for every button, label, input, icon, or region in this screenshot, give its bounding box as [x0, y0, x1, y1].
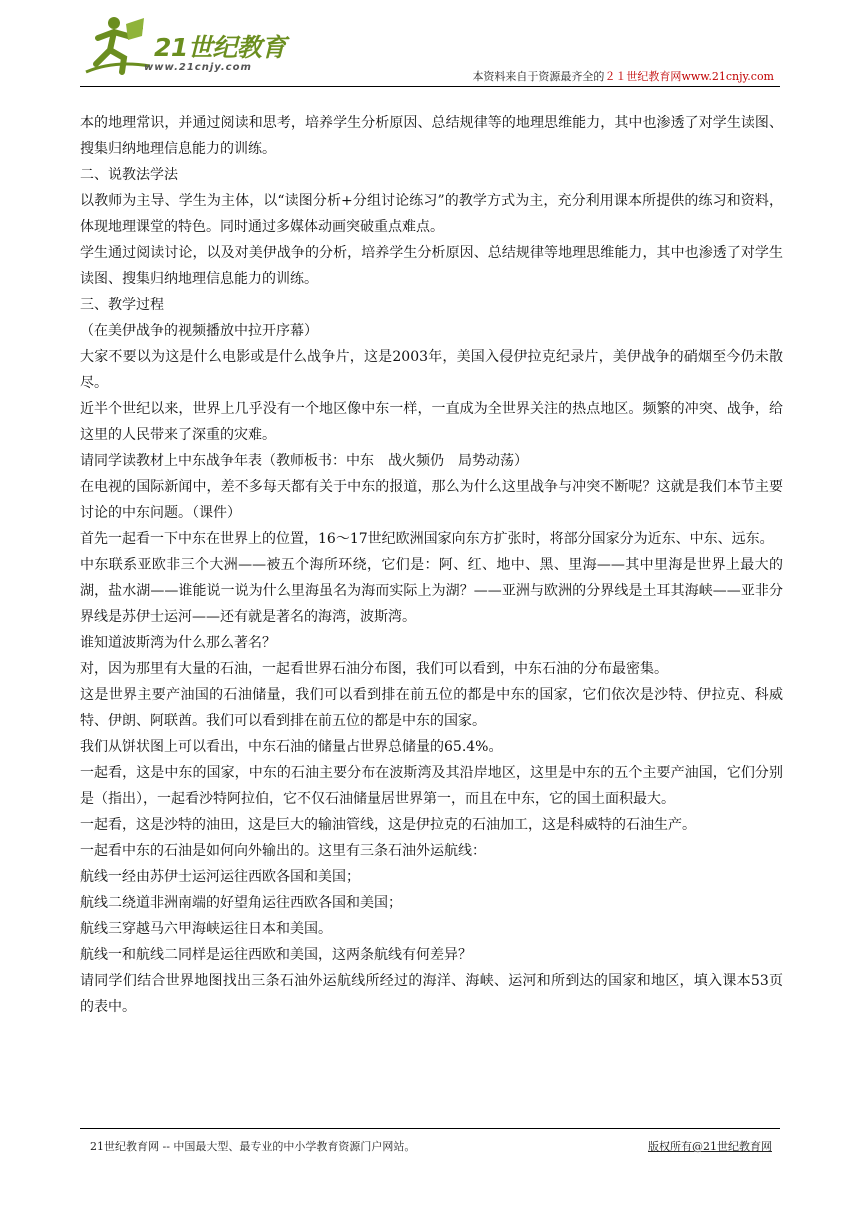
paragraph: 航线三穿越马六甲海峡运往日本和美国。 [80, 921, 332, 937]
copyright-link[interactable]: 版权所有@21世纪教育网 [648, 1140, 772, 1153]
paragraph: 以教师为主导、学生为主体，以“读图分析+分组讨论练习”的教学方式为主，充分利用课本所提供的练习和资料，体现地理课堂的特色。同时通过多媒体动画突破重点难点。 [80, 193, 783, 235]
source-prefix: 本资料来自于资源最齐全的 [472, 70, 605, 83]
logo-url: www.21cnjy.com [144, 62, 252, 73]
paragraph: 一起看，这是沙特的油田，这是巨大的输油管线，这是伊拉克的石油加工，这是科威特的石油生产。 [80, 817, 696, 833]
section-heading: 三、教学过程 [80, 297, 164, 313]
header-divider [80, 86, 780, 87]
paragraph: 请同学们结合世界地图找出三条石油外运航线所经过的海洋、海峡、运河和所到达的国家和地区，填入课本53页的表中。 [80, 973, 783, 1015]
footer-note: 21世纪教育网 -- 中国最大型、最专业的中小学教育资源门户网站。 [90, 1140, 416, 1153]
paragraph: 一起看，这是中东的国家，中东的石油主要分布在波斯湾及其沿岸地区，这里是中东的五个主要产油国，它们分别是（指出），一起看沙特阿拉伯，它不仅石油储量居世界第一，而且在中东，它的国土面积最大。 [80, 765, 783, 807]
paragraph: 航线二绕道非洲南端的好望角运往西欧各国和美国； [80, 895, 402, 911]
paragraph: （在美伊战争的视频播放中拉开序幕） [80, 323, 318, 339]
site-logo[interactable] [84, 14, 304, 84]
page-header [80, 14, 780, 86]
document-body [80, 110, 783, 1020]
paragraph: 对，因为那里有大量的石油，一起看世界石油分布图，我们可以看到，中东石油的分布最密集。 [80, 661, 668, 677]
paragraph: 航线一和航线二同样是运往西欧和美国，这两条航线有何差异？ [80, 947, 472, 963]
source-url-link[interactable]: www.21cnjy.com [681, 70, 774, 83]
paragraph: 这是世界主要产油国的石油储量，我们可以看到排在前五位的都是中东的国家，它们依次是沙特、伊拉克、科威特、伊朗、阿联酋。我们可以看到排在前五位的都是中东的国家。 [80, 687, 783, 729]
logo-text: 21世纪教育 [154, 33, 286, 62]
paragraph: 一起看中东的石油是如何向外输出的。这里有三条石油外运航线： [80, 843, 486, 859]
paragraph: 航线一经由苏伊士运河运往西欧各国和美国； [80, 869, 360, 885]
paragraph: 谁知道波斯湾为什么那么著名？ [80, 635, 276, 651]
paragraph: 大家不要以为这是什么电影或是什么战争片，这是2003年，美国入侵伊拉克纪录片，美伊战争的硝烟至今仍未散尽。 [80, 349, 783, 391]
paragraph: 中东联系亚欧非三个大洲——被五个海所环绕，它们是：阿、红、地中、黑、里海——其中里海是世界上最大的湖，盐水湖——谁能说一说为什么里海虽名为海而实际上为湖？——亚洲与欧洲的分界线是土耳其海峡——亚非分界线是苏伊士运河——还有就是著名的海湾，波斯湾。 [80, 557, 783, 625]
source-note [472, 68, 774, 84]
footer-divider [80, 1128, 780, 1129]
paragraph: 我们从饼状图上可以看出，中东石油的储量占世界总储量的65.4%。 [80, 739, 503, 755]
paragraph: 本的地理常识，并通过阅读和思考，培养学生分析原因、总结规律等的地理思维能力，其中也渗透了对学生读图、搜集归纳地理信息能力的训练。 [80, 115, 783, 157]
paragraph: 在电视的国际新闻中，差不多每天都有关于中东的报道，那么为什么这里战争与冲突不断呢？这就是我们本节主要讨论的中东问题。（课件） [80, 479, 783, 521]
section-heading: 二、说教法学法 [80, 167, 178, 183]
paragraph: 学生通过阅读讨论，以及对美伊战争的分析，培养学生分析原因、总结规律等地理思维能力，其中也渗透了对学生读图、搜集归纳地理信息能力的训练。 [80, 245, 783, 287]
source-site: ２１世纪教育网 [604, 70, 682, 83]
paragraph: 近半个世纪以来，世界上几乎没有一个地区像中东一样，一直成为全世界关注的热点地区。频繁的冲突、战争，给这里的人民带来了深重的灾难。 [80, 401, 783, 443]
paragraph: 首先一起看一下中东在世界上的位置，16～17世纪欧洲国家向东方扩张时，将部分国家分为近东、中东、远东。 [80, 531, 774, 547]
paragraph: 请同学读教材上中东战争年表（教师板书：中东 战火频仍 局势动荡） [80, 453, 528, 469]
